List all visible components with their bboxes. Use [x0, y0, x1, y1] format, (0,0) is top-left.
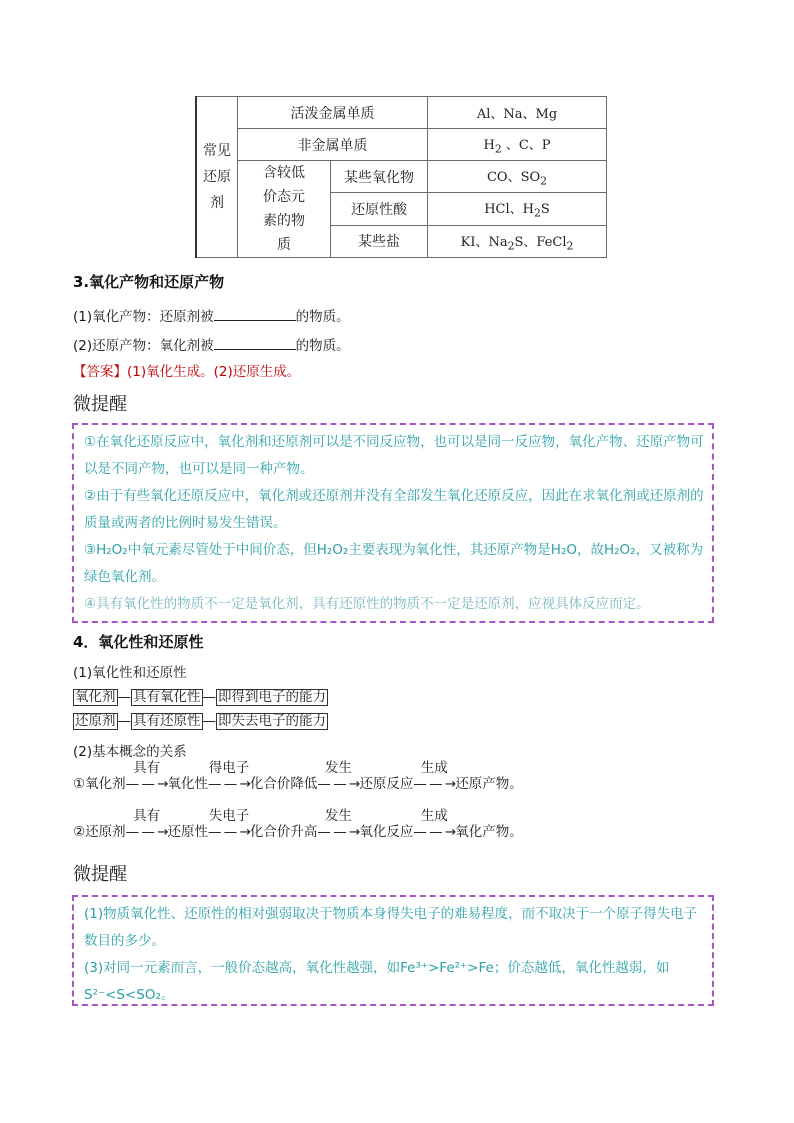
chain-node: 氧化产物。 — [455, 824, 523, 840]
oxidant-box: 氧化剂 — [75, 689, 116, 705]
table-row-name: 活泼金属单质 — [238, 97, 428, 129]
arrow-label: 发生 — [324, 760, 352, 776]
table-row-name: 某些盐 — [331, 225, 428, 257]
connector: — — [202, 689, 216, 705]
line1-text-a: (1)氧化产物：还原剂被 — [73, 309, 214, 325]
fill-blank — [214, 306, 296, 321]
arrow-icon: — — → — [125, 776, 168, 792]
arrow-icon: — — → — [413, 824, 456, 840]
chain-arrow — [317, 808, 359, 840]
connector: — — [117, 689, 131, 705]
chain-arrow — [126, 808, 168, 840]
arrow-label: 具有 — [133, 808, 161, 824]
table-row-name: 还原性酸 — [331, 193, 428, 225]
section3-line2 — [73, 334, 350, 354]
chain-node: 化合价升高 — [249, 824, 318, 840]
table-row-example: $H_2$ 、C、P — [428, 129, 607, 161]
oxidant-row — [73, 689, 328, 706]
arrow-icon: — — → — [208, 824, 250, 840]
chain-start: ①氧化剂 — [73, 776, 126, 792]
fill-blank — [214, 335, 296, 350]
table-row-name: 某些氧化物 — [331, 161, 428, 193]
chain-node: 化合价降低 — [249, 776, 318, 792]
tip1-item: ①在氧化还原反应中，氧化剂和还原剂可以是不同反应物，也可以是同一反应物，氧化产物、还原产物可以是不同产物，也可以是同一种产物。 — [84, 434, 704, 477]
arrow-icon: — — → — [208, 776, 250, 792]
arrow-label: 生成 — [420, 808, 448, 824]
arrow-icon: — — → — [317, 824, 360, 840]
chain-arrow — [126, 760, 168, 792]
chain-start: ②还原剂 — [73, 824, 126, 840]
table-category-cell — [196, 97, 238, 258]
chain-node: 氧化性 — [167, 776, 209, 792]
tip1-item: ④具有氧化性的物质不一定是氧化剂，具有还原性的物质不一定是还原剂，应视具体反应而定。 — [84, 596, 650, 612]
chain-arrow — [413, 808, 455, 840]
table-group: 含较低价态元素的物质 — [263, 165, 305, 253]
chain-oxidant — [73, 760, 523, 800]
chain-arrow — [208, 760, 250, 792]
table-group-cell — [238, 161, 331, 258]
reducing-box: 具有还原性 — [133, 713, 201, 729]
section3-line1 — [73, 305, 350, 325]
lose-electron-box: 即失去电子的能力 — [218, 713, 326, 729]
table-row-example: Al、Na、Mg — [428, 97, 607, 129]
tip1-item: ③H₂O₂中氧元素尽管处于中间价态，但H₂O₂主要表现为氧化性，其还原产物是H₂O，故H₂O₂，又被称为绿色氧化剂。 — [84, 542, 704, 585]
reductant-box: 还原剂 — [75, 713, 116, 729]
arrow-label: 失电子 — [208, 808, 250, 824]
line1-text-b: 的物质。 — [295, 309, 350, 325]
chain-arrow — [317, 760, 359, 792]
arrow-icon: — — → — [413, 776, 456, 792]
chain-reductant — [73, 808, 523, 848]
tip2-item: (1)物质氧化性、还原性的相对强弱取决于物质本身得失电子的难易程度，而不取决于一个原子得失电子数目的多少。 — [84, 906, 698, 949]
arrow-label: 生成 — [420, 760, 448, 776]
line2-text-b: 的物质。 — [295, 338, 350, 354]
table-row-name: 非金属单质 — [238, 129, 428, 161]
answer-text: (1)氧化生成。(2)还原生成。 — [127, 364, 301, 380]
arrow-label: 得电子 — [208, 760, 250, 776]
tip1-title: 微提醒 — [73, 394, 127, 415]
tip1-box — [72, 423, 714, 623]
connector: — — [117, 713, 131, 729]
section3-title: 3.氧化产物和还原产物 — [73, 273, 225, 291]
tip1-item: ②由于有些氧化还原反应中，氧化剂或还原剂并没有全部发生氧化还原反应，因此在求氧化剂或还原剂的质量或两者的比例时易发生错误。 — [84, 488, 704, 531]
section4-sub1: (1)氧化性和还原性 — [73, 665, 187, 681]
chain-node: 还原产物。 — [455, 776, 523, 792]
connector: — — [202, 713, 216, 729]
table-row-example: KI、$Na_2S$、FeCl$_2$ — [428, 225, 607, 257]
table-row-example: CO、$SO_2$ — [428, 161, 607, 193]
arrow-label: 具有 — [133, 760, 161, 776]
arrow-label: 发生 — [324, 808, 352, 824]
tip2-item: (3)对同一元素而言，一般价态越高，氧化性越强，如Fe³⁺>Fe²⁺>Fe；价态越低，氧化性越弱，如S²⁻<S<SO₂。 — [84, 960, 670, 1003]
section4-title: 4．氧化性和还原性 — [73, 633, 204, 651]
table-row-example: HCl、$H_2S$ — [428, 193, 607, 225]
tip2-title: 微提醒 — [73, 864, 127, 885]
chain-node: 还原性 — [167, 824, 209, 840]
reductant-table — [195, 96, 607, 258]
oxidizing-box: 具有氧化性 — [133, 689, 201, 705]
arrow-icon: — — → — [125, 824, 168, 840]
line2-text-a: (2)还原产物：氧化剂被 — [73, 338, 214, 354]
section3-answer — [73, 360, 300, 380]
section4-sub2: (2)基本概念的关系 — [73, 744, 187, 760]
chain-node: 还原反应 — [359, 776, 414, 792]
answer-tag: 【答案】 — [73, 364, 127, 380]
chain-arrow — [208, 808, 250, 840]
reductant-row — [73, 713, 328, 730]
gain-electron-box: 即得到电子的能力 — [218, 689, 326, 705]
tip2-box — [72, 895, 714, 1006]
arrow-icon: — — → — [317, 776, 360, 792]
table-category: 常见还原剂 — [203, 143, 231, 211]
chain-arrow — [413, 760, 455, 792]
chain-node: 氧化反应 — [359, 824, 414, 840]
